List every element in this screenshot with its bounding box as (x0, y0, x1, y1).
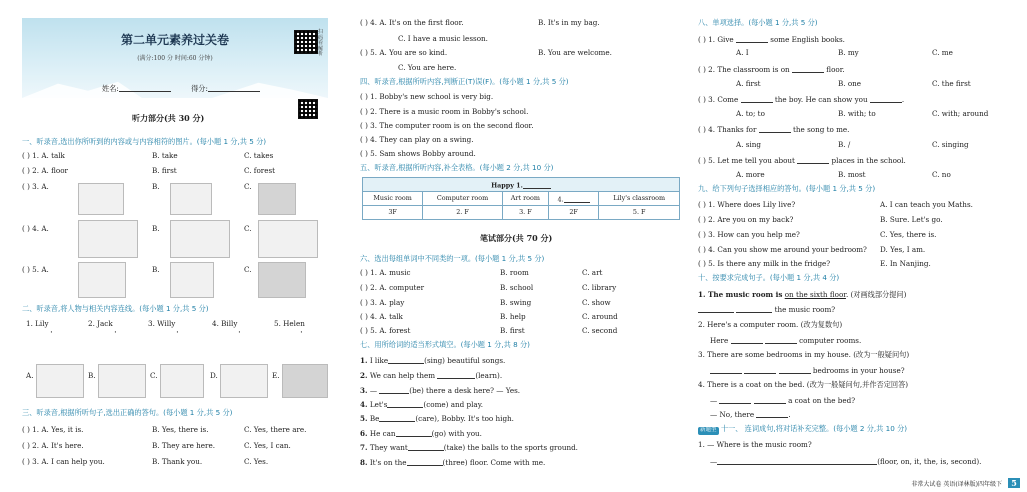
name-item: 2. Jack (88, 319, 113, 328)
table-cell: 2F (548, 206, 599, 220)
answer-blank[interactable] (437, 371, 475, 379)
match-question: ( ) 1. Where does Lily live? (698, 200, 796, 209)
table-header: Art room (502, 192, 548, 206)
option-a: A. I (736, 48, 749, 57)
fill-item: 5. Be (care), Bobby. It's too high. (360, 413, 514, 423)
section-title: 十、按要求完成句子。(每小题 1 分,共 4 分) (698, 273, 840, 282)
fill-item: 1. I like (sing) beautiful songs. (360, 355, 506, 365)
question-row: ( ) 5. Let me tell you about places in the school. (698, 155, 906, 165)
answer-blank[interactable] (396, 429, 432, 437)
exam-subtitle: (满分:100 分 时间:60 分钟) (137, 55, 213, 62)
fill-item: 7. They want (take) the balls to the sports ground. (360, 442, 578, 452)
section-title: 六、选出每组单词中不同类的一项。(每小题 1 分,共 5 分) (360, 254, 545, 263)
page-footer (911, 478, 1020, 488)
option-c: C. (244, 224, 252, 233)
question-row: ( ) 3. A. (22, 182, 49, 191)
option-a: A. sing (736, 140, 761, 149)
option-a: A. more (736, 170, 765, 179)
question-row: ( ) 1. A. talk (22, 151, 65, 160)
match-dot[interactable]: · (114, 328, 117, 338)
letter-item: C. (150, 371, 158, 380)
option-b: B. my (838, 48, 859, 57)
option-c: C. Yes, I can. (244, 441, 291, 450)
fill-item: 4. Let's (come) and play. (360, 399, 484, 409)
option-c: C. second (582, 326, 618, 335)
option-b: B. first (500, 326, 525, 335)
question-row: ( ) 4. A. talk (360, 312, 403, 321)
option-b: B. help (500, 312, 526, 321)
name-field[interactable]: 姓名: 得分: (102, 84, 260, 92)
table-header: Music room (363, 192, 423, 206)
option-c: C. around (582, 312, 618, 321)
fill-item: 8. It's on the (three) floor. Come with me. (360, 457, 546, 467)
match-answer: B. Sure. Let's go. (880, 215, 943, 224)
rewrite-answer[interactable]: — a coat on the bed? (710, 395, 856, 405)
question-row: ( ) 2. A. computer (360, 283, 425, 292)
match-image (220, 364, 268, 398)
match-question: ( ) 4. Can you show me around your bedroom? (698, 245, 867, 254)
judge-item: ( ) 1. Bobby's new school is very big. (360, 92, 494, 101)
name-item: 1. Lily (26, 319, 49, 328)
people-image (78, 262, 126, 298)
option-b: B. (152, 224, 160, 233)
option-c: C. You are here. (398, 63, 457, 72)
question-row: ( ) 3. A. play (360, 298, 405, 307)
question-row: ( ) 5. A. (22, 265, 49, 274)
section-title: 一、听录音,选出你所听到的内容或与内容相符的图片。(每小题 1 分,共 5 分) (22, 137, 267, 146)
section-title: 三、听录音,根据所听句子,选出正确的答句。(每小题 1 分,共 5 分) (22, 408, 233, 417)
column-2 (360, 0, 684, 492)
match-dot[interactable]: · (50, 328, 53, 338)
option-c: C. show (582, 298, 611, 307)
rewrite-question: 3. There are some bedrooms in my house. (改为一般疑问句) (698, 350, 910, 359)
answer-blank[interactable] (736, 35, 768, 43)
option-b: B. take (152, 151, 178, 160)
match-dot[interactable]: · (238, 328, 241, 338)
section-title: 九、给下列句子选择相应的答句。(每小题 1 分,共 5 分) (698, 184, 876, 193)
answer-blank[interactable] (759, 125, 791, 133)
rewrite-answer[interactable]: the music room? (698, 305, 835, 313)
computer-image (78, 183, 124, 215)
letter-item: A. (26, 371, 34, 380)
judge-item: ( ) 2. There is a music room in Bobby's school. (360, 107, 529, 116)
question-row: ( ) 3. Come the boy. He can show you . (698, 94, 905, 104)
option-a: A. to; to (736, 109, 765, 118)
answer-blank[interactable] (792, 65, 824, 73)
answer-blank[interactable] (870, 95, 902, 103)
fill-item: 6. He can (go) with you. (360, 428, 482, 438)
option-c: C. the first (932, 79, 971, 88)
fill-item: 3. — (be) there a desk here? — Yes. (360, 385, 521, 395)
option-b: B. / (838, 140, 851, 149)
qr-code-icon[interactable] (298, 99, 318, 119)
section-title: 五、听录音,根据所听内容,补全表格。(每小题 2 分,共 10 分) (360, 163, 554, 172)
answer-blank[interactable] (408, 443, 444, 451)
option-c: C. art (582, 268, 603, 277)
column-1 (22, 0, 328, 492)
match-image (282, 364, 328, 398)
answer-blank[interactable] (407, 458, 443, 466)
name-item: 5. Helen (274, 319, 305, 328)
qr-code-icon[interactable] (294, 30, 318, 54)
option-c: C. Yes, there are. (244, 425, 307, 434)
question-row: ( ) 2. The classroom is on floor. (698, 64, 845, 74)
question-row: ( ) 1. A. music (360, 268, 411, 277)
judge-item: ( ) 5. Sam shows Bobby around. (360, 149, 476, 158)
letter-item: B. (88, 371, 96, 380)
judge-item: ( ) 4. They can play on a swing. (360, 135, 474, 144)
fill-item: 2. We can help them (learn). (360, 370, 503, 380)
page-number: 5 (1008, 478, 1020, 488)
brand-text: 非常大试卷 英语(译林版)四年级下 (911, 481, 1002, 488)
match-dot[interactable]: · (300, 328, 303, 338)
option-b: B. with; to (838, 109, 876, 118)
people-image (170, 262, 214, 298)
option-b: B. You are welcome. (538, 48, 612, 57)
question-row: ( ) 3. A. I can help you. (22, 457, 105, 466)
question-row: ( ) 2. A. It's here. (22, 441, 84, 450)
name-item: 4. Billy (212, 319, 238, 328)
question-row: ( ) 4. A. (22, 224, 49, 233)
option-c: C. library (582, 283, 617, 292)
building-image (258, 262, 306, 298)
question-row: ( ) 5. A. forest (360, 326, 411, 335)
table-cell[interactable]: 2. F (423, 206, 503, 220)
option-b: B. first (152, 166, 177, 175)
answer-blank[interactable] (379, 414, 415, 422)
match-dot[interactable]: · (176, 328, 179, 338)
option-c: C. I have a music lesson. (398, 34, 488, 43)
question-row: ( ) 5. A. You are so kind. (360, 48, 448, 57)
column-3 (698, 0, 1020, 492)
rewrite-answer[interactable]: Here computer rooms. (710, 335, 862, 345)
option-c: C. (244, 182, 252, 191)
match-answer: C. Yes, there is. (880, 230, 937, 239)
answer-blank[interactable] (388, 356, 424, 364)
option-b: B. one (838, 79, 862, 88)
option-b: B. room (500, 268, 529, 277)
option-b: B. school (500, 283, 534, 292)
rewrite-answer[interactable]: — No, there . (710, 409, 791, 419)
table-cell: 3F (363, 206, 423, 220)
table-cell[interactable]: 3. F (502, 206, 548, 220)
option-c: C. (244, 265, 252, 274)
option-b: B. (152, 265, 160, 274)
qr-label: 扫码看解析 (318, 29, 324, 57)
option-c: C. me (932, 48, 953, 57)
match-question: ( ) 2. Are you on my back? (698, 215, 794, 224)
name-item: 3. Willy (148, 319, 176, 328)
rewrite-question: 1. The music room is on the sixth floor. (对画线部分提问) (698, 290, 907, 299)
match-answer: E. In Nanjing. (880, 259, 931, 268)
rewrite-question: 4. There is a coat on the bed. (改为一般疑问句,并作否定回答) (698, 380, 909, 389)
answer-blank[interactable] (379, 386, 409, 394)
table-title: Happy 1. (363, 178, 680, 192)
option-b: B. Thank you. (152, 457, 203, 466)
order-question: 1. — Where is the music room? (698, 440, 812, 449)
classroom-image (78, 220, 138, 258)
rewrite-answer[interactable]: bedrooms in your house? (710, 366, 905, 374)
section-title: 七、用所给词的适当形式填空。(每小题 1 分,共 8 分) (360, 340, 530, 349)
question-row: ( ) 1. Give some English books. (698, 34, 845, 44)
letter-item: D. (210, 371, 218, 380)
question-row: ( ) 1. A. Yes, it is. (22, 425, 84, 434)
option-c: C. with; around (932, 109, 989, 118)
option-b: B. swing (500, 298, 532, 307)
section-title: 四、听录音,根据所听内容,判断正(T)误(F)。(每小题 1 分,共 5 分) (360, 77, 569, 86)
option-b: B. most (838, 170, 866, 179)
section-title: 二、听录音,将人物与相关内容连线。(每小题 1 分,共 5 分) (22, 304, 209, 313)
classroom-image (258, 220, 318, 258)
match-answer: D. Yes, I am. (880, 245, 926, 254)
match-image (160, 364, 204, 398)
rewrite-question: 2. Here's a computer room. (改为复数句) (698, 320, 843, 329)
option-c: C. forest (244, 166, 276, 175)
option-b: B. They are here. (152, 441, 215, 450)
option-b: B. Yes, there is. (152, 425, 209, 434)
letter-item: E. (272, 371, 280, 380)
table-header: Lily's classroom (599, 192, 680, 206)
new-type-badge: 新题型 (700, 427, 717, 433)
question-row: ( ) 4. A. It's on the first floor. (360, 18, 464, 27)
match-image (98, 364, 146, 398)
table-cell[interactable]: 5. F (599, 206, 680, 220)
table-header[interactable]: 4. (548, 192, 599, 206)
option-c: C. no (932, 170, 951, 179)
section-title-row: 新题型 十一、 连词成句,将对话补充完整。(每小题 2 分,共 10 分) (700, 424, 908, 433)
option-a: A. first (736, 79, 761, 88)
swing-image (170, 183, 212, 215)
option-c: C. Yes. (244, 457, 269, 466)
question-row: ( ) 2. A. floor (22, 166, 68, 175)
match-question: ( ) 5. Is there any milk in the fridge? (698, 259, 831, 268)
answer-blank[interactable] (741, 95, 773, 103)
option-c: C. takes (244, 151, 274, 160)
match-image (36, 364, 84, 398)
listening-title: 听力部分(共 30 分) (132, 113, 205, 123)
classroom-image (170, 220, 230, 258)
answer-blank[interactable] (797, 156, 829, 164)
writing-title: 笔试部分(共 70 分) (480, 233, 553, 243)
answer-blank[interactable] (387, 400, 423, 408)
exam-title: 第二单元素养过关卷 (120, 33, 229, 47)
question-row: ( ) 4. Thanks for the song to me. (698, 124, 850, 134)
option-b: B. (152, 182, 160, 191)
piano-image (258, 183, 296, 215)
section-title: 八、单项选择。(每小题 1 分,共 5 分) (698, 18, 818, 27)
option-c: C. singing (932, 140, 969, 149)
option-b: B. It's in my bag. (538, 18, 600, 27)
order-answer[interactable]: — (floor, on, it, the, is, second). (710, 456, 982, 466)
match-question: ( ) 3. How can you help me? (698, 230, 800, 239)
match-answer: A. I can teach you Maths. (880, 200, 973, 209)
fill-table (362, 177, 680, 220)
judge-item: ( ) 3. The computer room is on the second floor. (360, 121, 534, 130)
table-header: Computer room (423, 192, 503, 206)
